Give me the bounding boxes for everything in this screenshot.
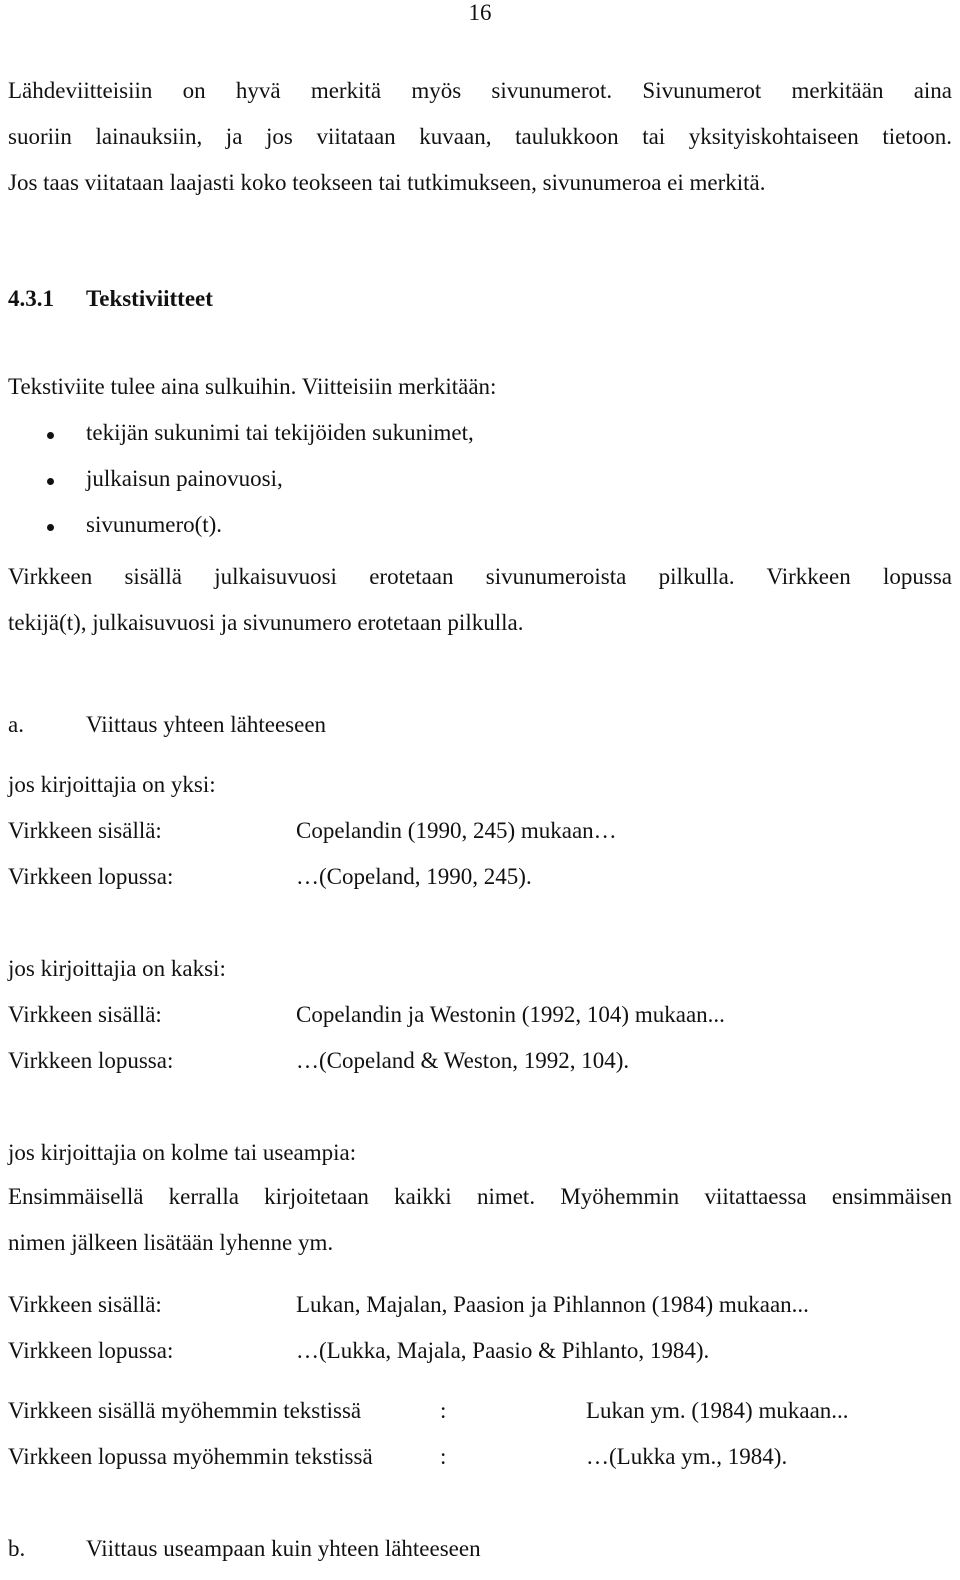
case-two-end-label: Virkkeen lopussa: <box>8 1048 174 1073</box>
case-three-description <box>8 1174 952 1266</box>
case-one-end-label: Virkkeen lopussa: <box>8 864 174 889</box>
case-three-end-value: …(Lukka, Majala, Paasio & Pihlanto, 1984). <box>296 1338 710 1363</box>
case-one-end-value: …(Copeland, 1990, 245). <box>296 864 532 889</box>
case-one-heading: jos kirjoittajia on yksi: <box>8 772 216 797</box>
case-three-heading: jos kirjoittajia on kolme tai useampia: <box>8 1140 357 1165</box>
case-three-desc-line: Ensimmäisellä kerralla kirjoitetaan kaikki nimet. Myöhemmin viitattaessa ensimmäisen <box>8 1184 952 1209</box>
case-three-desc-line: nimen jälkeen lisätään lyhenne ym. <box>8 1230 334 1255</box>
rule-line: Virkkeen sisällä julkaisuvuosi erotetaan sivunumeroista pilkulla. Virkkeen lopussa <box>8 564 952 589</box>
bullet-icon <box>47 524 54 531</box>
bullet-item: tekijän sukunimi tai tekijöiden sukunimet, <box>86 420 474 445</box>
page-number: 16 <box>468 0 492 25</box>
bullet-icon <box>47 432 54 439</box>
bullet-icon <box>47 478 54 485</box>
intro-line: Lähdeviitteisiin on hyvä merkitä myös sivunumerot. Sivunumerot merkitään aina <box>8 78 952 103</box>
section-title: Tekstiviitteet <box>86 286 213 311</box>
case-one-inside-label: Virkkeen sisällä: <box>8 818 162 843</box>
case-two-inside-label: Virkkeen sisällä: <box>8 1002 162 1027</box>
case-three-inside-label: Virkkeen sisällä: <box>8 1292 162 1317</box>
subsection-b-letter: b. <box>8 1536 26 1561</box>
rule-paragraph <box>8 554 952 646</box>
case-three-later-inside-label: Virkkeen sisällä myöhemmin tekstissä <box>8 1398 362 1423</box>
intro-paragraph <box>8 68 952 206</box>
intro-line: suoriin lainauksiin, ja jos viitataan kuvaan, taulukkoon tai yksityiskohtaiseen tietoon. <box>8 124 952 149</box>
subsection-a-letter: a. <box>8 712 24 737</box>
case-two-inside-value: Copelandin ja Westonin (1992, 104) mukaan... <box>296 1002 725 1027</box>
case-one-inside-value: Copelandin (1990, 245) mukaan… <box>296 818 617 843</box>
bullet-item: sivunumero(t). <box>86 512 223 537</box>
case-three-later-inside-colon: : <box>440 1398 447 1423</box>
text-intro: Tekstiviite tulee aina sulkuihin. Viitteisiin merkitään: <box>8 374 497 399</box>
case-two-end-value: …(Copeland & Weston, 1992, 104). <box>296 1048 630 1073</box>
subsection-b-title: Viittaus useampaan kuin yhteen lähteeseen <box>86 1536 481 1561</box>
case-three-later-end-value: …(Lukka ym., 1984). <box>586 1444 788 1469</box>
bullet-item: julkaisun painovuosi, <box>86 466 283 491</box>
section-heading <box>8 286 213 312</box>
case-three-inside-value: Lukan, Majalan, Paasion ja Pihlannon (1984) mukaan... <box>296 1292 809 1317</box>
case-three-later-inside-value: Lukan ym. (1984) mukaan... <box>586 1398 849 1423</box>
case-three-later-end-label: Virkkeen lopussa myöhemmin tekstissä <box>8 1444 373 1469</box>
rule-line: tekijä(t), julkaisuvuosi ja sivunumero erotetaan pilkulla. <box>8 610 524 635</box>
case-three-later-end-colon: : <box>440 1444 447 1469</box>
case-two-heading: jos kirjoittajia on kaksi: <box>8 956 226 981</box>
section-number: 4.3.1 <box>8 286 54 311</box>
subsection-a-title: Viittaus yhteen lähteeseen <box>86 712 327 737</box>
intro-line: Jos taas viitataan laajasti koko teokseen tai tutkimukseen, sivunumeroa ei merkitä. <box>8 170 766 195</box>
case-three-end-label: Virkkeen lopussa: <box>8 1338 174 1363</box>
